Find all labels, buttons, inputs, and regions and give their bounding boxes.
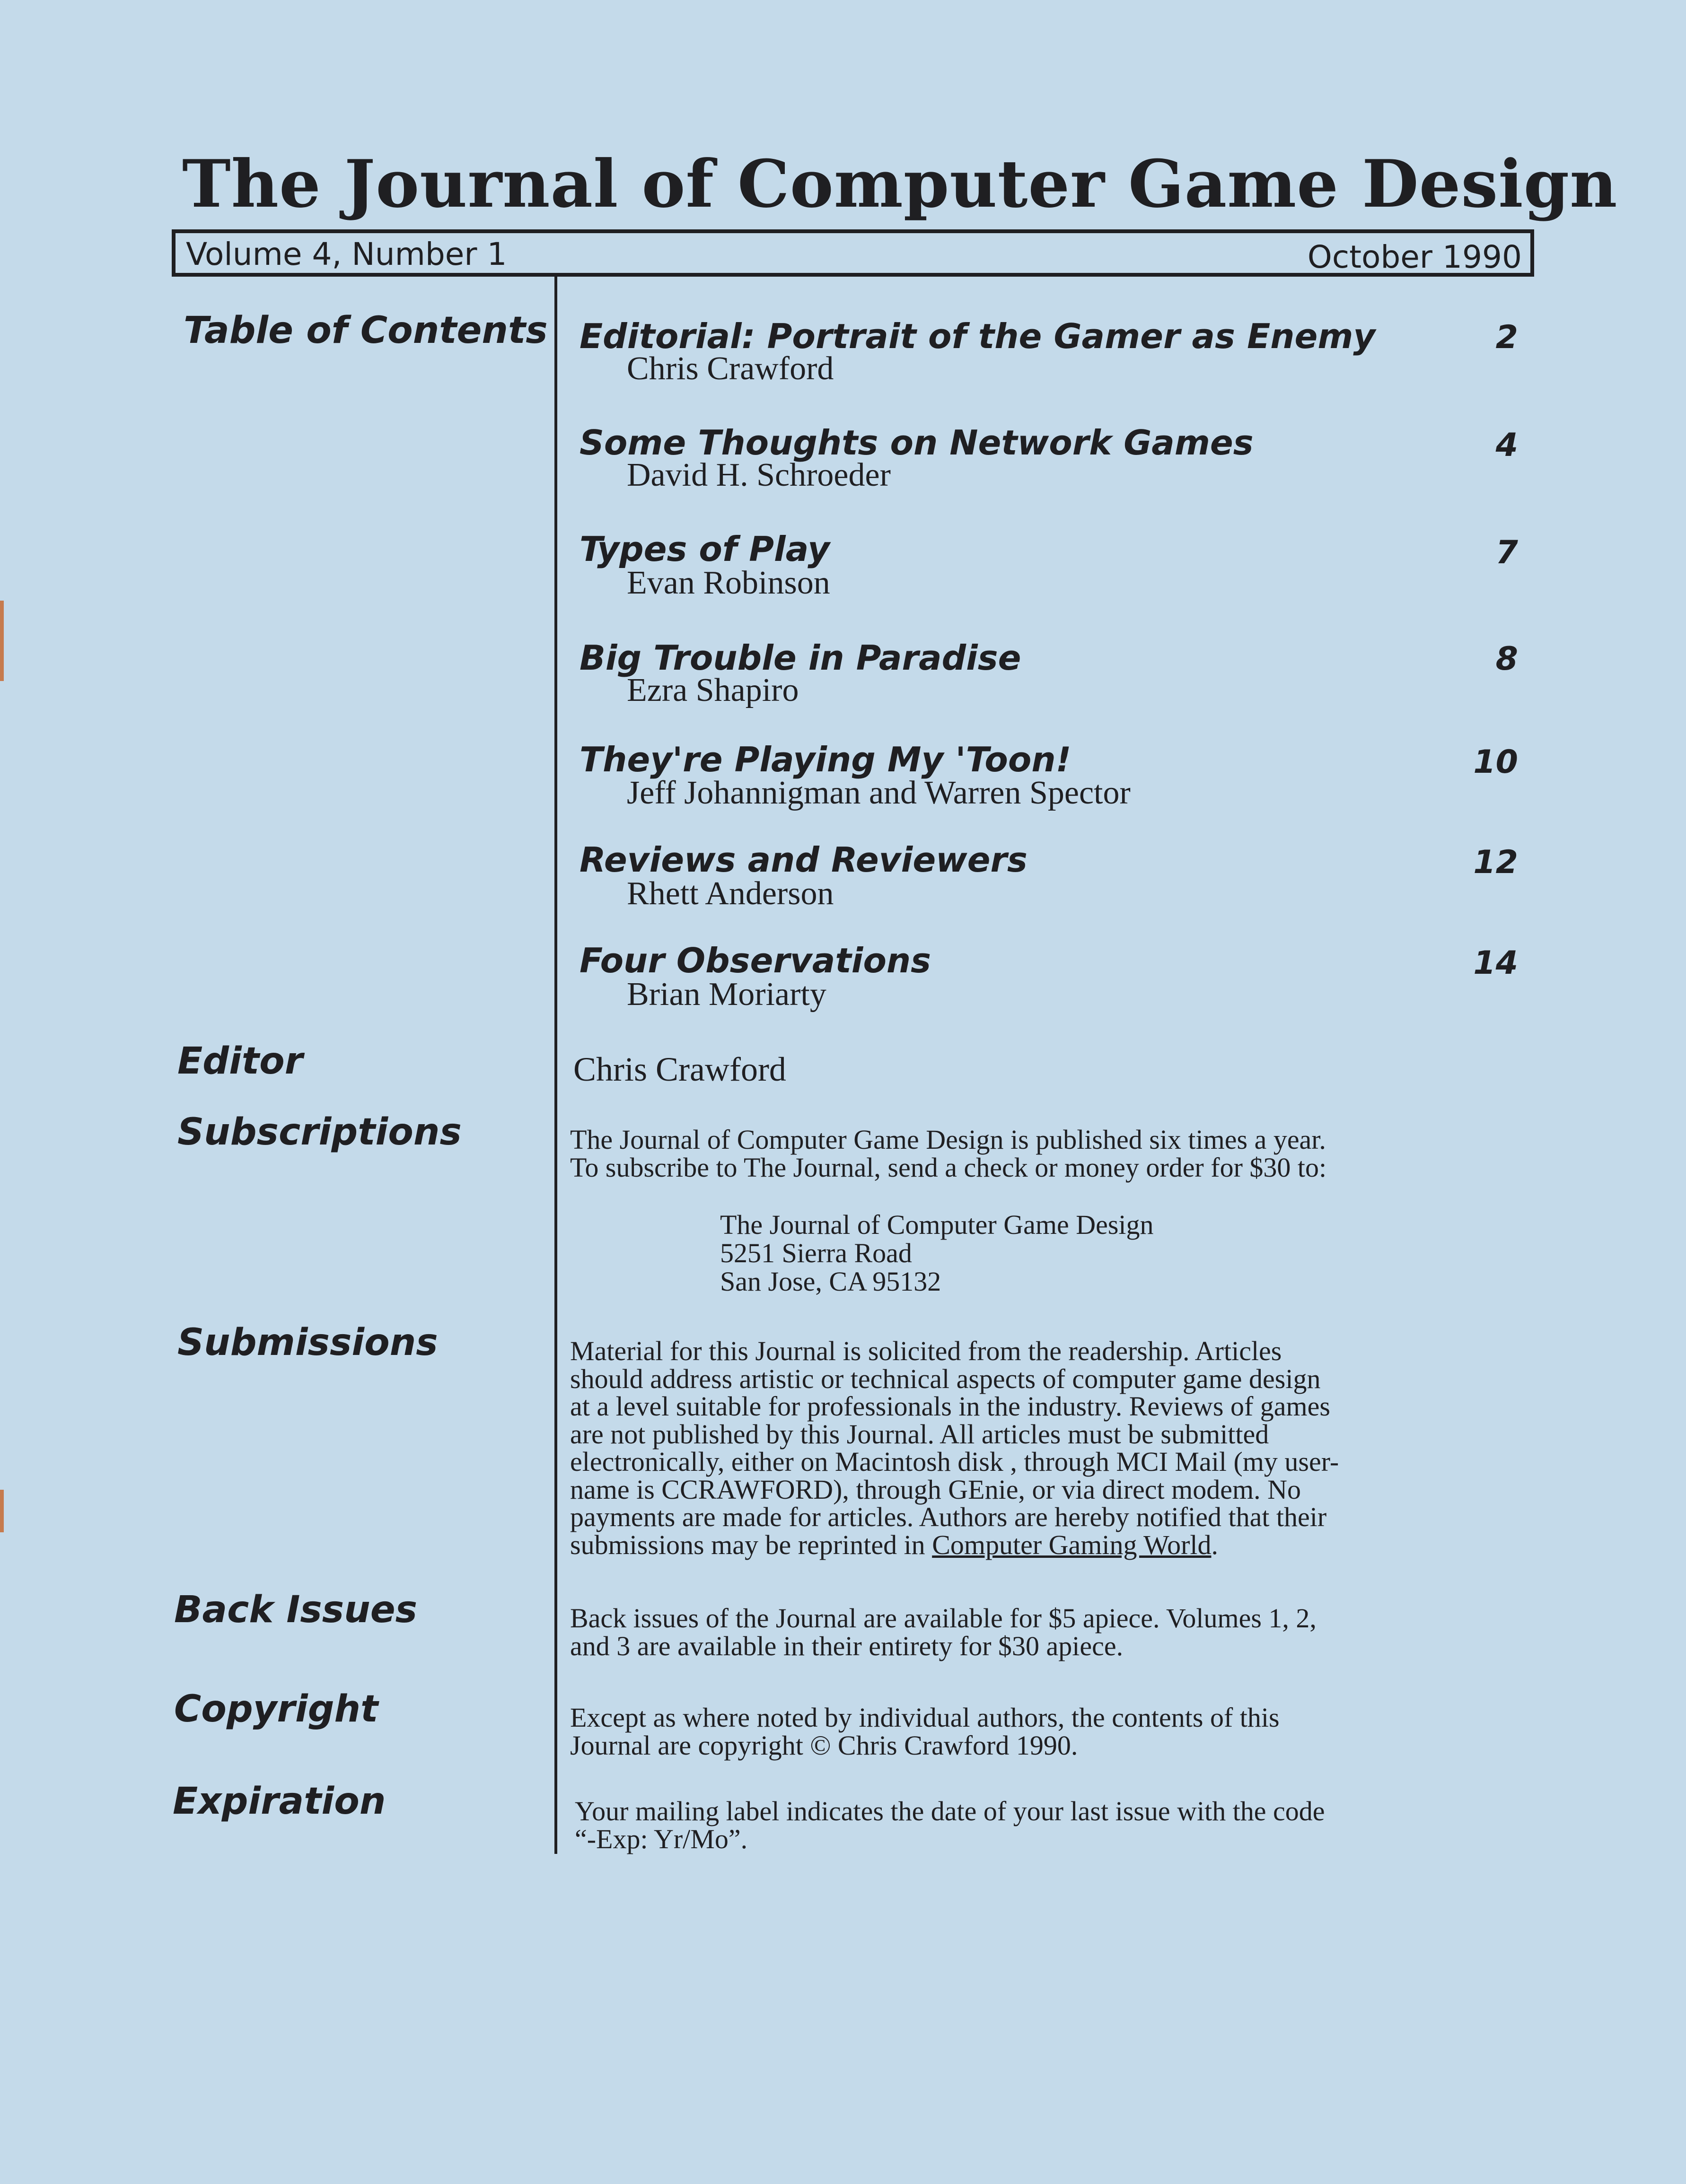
submissions-line-text: submissions may be reprinted in (570, 1529, 932, 1560)
article-author: Rhett Anderson (627, 875, 834, 912)
editor-label: Editor (177, 1040, 303, 1083)
submissions-line: payments are made for articles. Authors are hereby notified that their (570, 1502, 1327, 1532)
column-divider (554, 277, 557, 1854)
article-author: Evan Robinson (627, 565, 830, 601)
article-page: 4 (1495, 427, 1518, 464)
article-title: Four Observations (580, 941, 931, 980)
submissions-line: electronically, either on Macintosh disk , through MCI Mail (my user- (570, 1446, 1339, 1477)
article-title: Editorial: Portrait of the Gamer as Enemy (580, 316, 1376, 356)
article-author: Chris Crawford (627, 350, 834, 387)
subscriptions-line: To subscribe to The Journal, send a check or money order for $30 to: (570, 1152, 1327, 1183)
expiration-text (575, 1797, 1545, 1853)
article-title: Big Trouble in Paradise (580, 638, 1021, 678)
sentence-period: . (1211, 1529, 1218, 1560)
address-line: The Journal of Computer Game Design (720, 1209, 1154, 1240)
expiration-label: Expiration (173, 1780, 386, 1823)
back-issues-label: Back Issues (174, 1589, 418, 1631)
submissions-last-line (570, 1531, 1540, 1559)
article-page: 14 (1473, 944, 1518, 982)
journal-title: The Journal of Computer Game Design (182, 145, 1618, 222)
article-title: Types of Play (580, 529, 830, 569)
copyright-line: Except as where noted by individual authors, the contents of this (570, 1702, 1280, 1733)
edge-stain (0, 601, 4, 681)
expiration-line: “-Exp: Yr/Mo”. (575, 1824, 748, 1854)
address-line: San Jose, CA 95132 (720, 1266, 941, 1297)
article-author: David H. Schroeder (627, 457, 891, 493)
magazine-title: Computer Gaming World (932, 1529, 1212, 1560)
mailing-address (720, 1211, 1154, 1296)
article-page: 8 (1495, 640, 1518, 678)
volume-number: Volume 4, Number 1 (186, 236, 507, 272)
submissions-text (570, 1337, 1540, 1559)
submissions-label: Submissions (177, 1321, 438, 1364)
copyright-text (570, 1704, 1540, 1759)
article-title: Some Thoughts on Network Games (580, 423, 1254, 463)
volume-bar (172, 229, 1534, 277)
issue-date: October 1990 (1307, 239, 1522, 275)
address-line: 5251 Sierra Road (720, 1238, 912, 1268)
back-issues-line: Back issues of the Journal are available for $5 apiece. Volumes 1, 2, (570, 1603, 1317, 1634)
subscriptions-line: The Journal of Computer Game Design is published six times a year. (570, 1124, 1326, 1155)
article-title: They're Playing My 'Toon! (580, 740, 1071, 779)
article-author: Brian Moriarty (627, 976, 826, 1013)
article-page: 7 (1495, 534, 1518, 571)
submissions-line: should address artistic or technical aspects of computer game design (570, 1363, 1321, 1394)
submissions-line: name is CCRAWFORD), through GEnie, or via direct modem. No (570, 1474, 1301, 1505)
submissions-line: are not published by this Journal. All articles must be submitted (570, 1418, 1269, 1450)
edge-stain (0, 1490, 4, 1532)
back-issues-text (570, 1604, 1540, 1660)
editor-name: Chris Crawford (573, 1050, 786, 1088)
article-page: 2 (1495, 319, 1518, 356)
article-page: 10 (1473, 743, 1518, 781)
copyright-label: Copyright (174, 1688, 378, 1730)
back-issues-line: and 3 are available in their entirety for $30 apiece. (570, 1631, 1124, 1661)
article-title: Reviews and Reviewers (580, 840, 1027, 880)
article-author: Ezra Shapiro (627, 672, 799, 708)
submissions-line: at a level suitable for professionals in the industry. Reviews of games (570, 1391, 1330, 1422)
submissions-line: Material for this Journal is solicited from the readership. Articles (570, 1336, 1282, 1366)
expiration-line: Your mailing label indicates the date of your last issue with the code (575, 1796, 1325, 1826)
subscriptions-text (570, 1126, 1540, 1181)
toc-label: Table of Contents (184, 309, 548, 352)
article-page: 12 (1473, 844, 1518, 881)
subscriptions-label: Subscriptions (177, 1111, 462, 1153)
copyright-line: Journal are copyright © Chris Crawford 1990. (570, 1730, 1078, 1761)
article-author: Jeff Johannigman and Warren Spector (627, 775, 1131, 811)
